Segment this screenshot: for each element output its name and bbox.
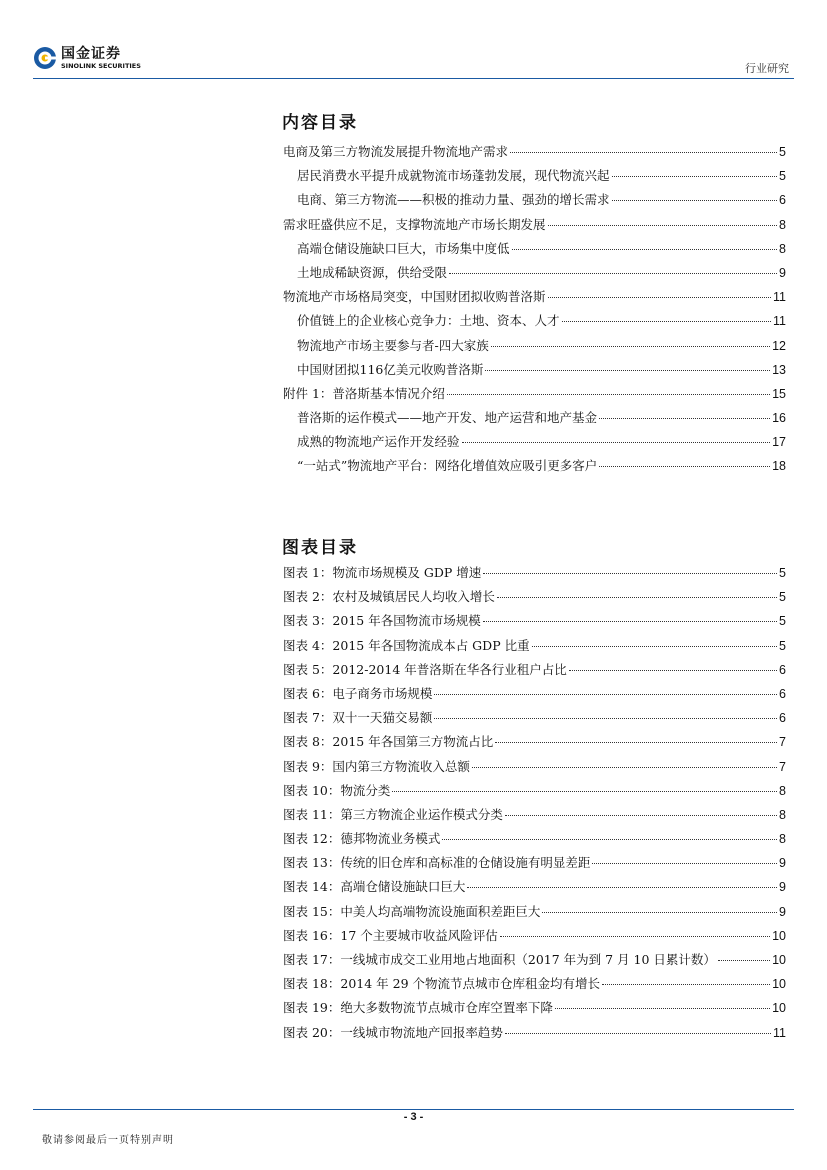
dot-leader <box>505 1033 771 1034</box>
toc-entry-text: 物流地产市场格局突变，中国财团拟收购普洛斯 <box>283 289 546 305</box>
toc-entry-page: 9 <box>779 265 786 280</box>
toc-entry[interactable] <box>283 190 786 214</box>
toc-entry[interactable] <box>283 408 786 432</box>
dot-leader <box>612 176 778 177</box>
figure-entry-text: 图表 16：17 个主要城市收益风险评估 <box>283 927 498 943</box>
dot-leader <box>497 597 777 598</box>
dot-leader <box>483 621 777 622</box>
figure-entry[interactable] <box>283 1023 786 1047</box>
figure-entry-page: 9 <box>779 904 786 919</box>
dot-leader <box>467 887 777 888</box>
toc-entry-page: 8 <box>779 217 786 232</box>
toc-entry-text: 普洛斯的运作模式——地产开发、地产运营和地产基金 <box>297 410 598 426</box>
figure-entry-text: 图表 18：2014 年 29 个物流节点城市仓库租金均有增长 <box>283 976 601 992</box>
logo-chinese-name: 国金证券 <box>61 45 121 62</box>
company-logo <box>33 46 141 70</box>
toc-entry-text: 居民消费水平提升成就物流市场蓬勃发展，现代物流兴起 <box>297 168 610 184</box>
toc-entry-text: 电商及第三方物流发展提升物流地产需求 <box>283 144 509 159</box>
dot-leader <box>491 346 770 347</box>
toc-entry[interactable] <box>283 239 786 263</box>
figure-entry-page: 11 <box>773 1025 786 1040</box>
page-number: - 3 - <box>403 1111 424 1123</box>
figure-entry-page: 7 <box>779 759 786 774</box>
dot-leader <box>500 936 770 937</box>
toc-entry-text: 价值链上的企业核心竞争力：土地、资本、人才 <box>297 313 560 329</box>
figure-entry-page: 5 <box>779 590 786 605</box>
figure-entry-text: 图表 14：高端仓储设施缺口巨大 <box>283 879 466 895</box>
toc-entry[interactable] <box>283 456 786 480</box>
report-category: 行业研究 <box>745 62 789 75</box>
figure-entry-page: 8 <box>779 832 786 847</box>
figure-entry-page: 10 <box>772 1001 786 1016</box>
dot-leader <box>392 791 777 792</box>
figure-entry-page: 7 <box>779 735 786 750</box>
dot-leader <box>442 839 777 840</box>
figure-entry-text: 图表 3：2015 年各国物流市场规模 <box>283 613 481 629</box>
toc-entry[interactable] <box>283 311 786 335</box>
figure-entry-text: 图表 11：第三方物流企业运作模式分类 <box>283 806 503 822</box>
figure-entry-page: 5 <box>779 566 786 580</box>
dot-leader <box>483 573 777 574</box>
figures-list <box>283 563 786 1047</box>
toc-entry-page: 5 <box>779 169 786 184</box>
toc-entry[interactable] <box>283 166 786 190</box>
contents-title: 内容目录 <box>282 113 358 133</box>
dot-leader <box>495 742 777 743</box>
toc-entry-page: 11 <box>773 314 786 329</box>
toc-entry-text: 中国财团拟116亿美元收购普洛斯 <box>297 361 484 377</box>
figure-entry-text: 图表 17：一线城市成交工业用地占地面积（2017 年为到 7 月 10 日累计数） <box>283 952 716 967</box>
figure-entry-page: 10 <box>772 977 786 992</box>
figure-entry-page: 5 <box>779 638 786 653</box>
toc-entry[interactable] <box>283 336 786 360</box>
figure-entry-page: 8 <box>779 807 786 822</box>
dot-leader <box>599 418 770 419</box>
figure-entry-page: 8 <box>779 783 786 798</box>
figure-entry[interactable] <box>283 636 786 660</box>
toc-entry[interactable] <box>283 360 786 384</box>
figure-entry-page: 10 <box>772 953 786 967</box>
toc-entry[interactable] <box>283 142 786 166</box>
dot-leader <box>472 767 777 768</box>
figure-entry[interactable] <box>283 563 786 587</box>
figure-entry[interactable] <box>283 950 786 974</box>
figure-entry[interactable] <box>283 708 786 732</box>
figure-entry-text: 图表 13：传统的旧仓库和高标准的仓储设施有明显差距 <box>283 855 591 871</box>
toc-entry-page: 6 <box>779 193 786 208</box>
figure-entry[interactable] <box>283 998 786 1022</box>
figure-entry-text: 图表 5：2012-2014 年普洛斯在华各行业租户占比 <box>283 661 567 677</box>
dot-leader <box>512 249 778 250</box>
dot-leader <box>718 960 770 961</box>
figure-entry-text: 图表 20：一线城市物流地产回报率趋势 <box>283 1024 503 1040</box>
figure-entry[interactable] <box>283 853 786 877</box>
figure-entry-text: 图表 1：物流市场规模及 GDP 增速 <box>283 565 482 580</box>
disclaimer-note: 敬请参阅最后一页特别声明 <box>42 1135 174 1146</box>
toc-entry-page: 5 <box>779 145 786 159</box>
sinolink-logo-icon <box>33 46 57 70</box>
figure-entry-text: 图表 19：绝大多数物流节点城市仓库空置率下降 <box>283 1000 553 1016</box>
figures-title: 图表目录 <box>282 538 358 558</box>
toc-entry-text: “一站式”物流地产平台：网络化增值效应吸引更多客户 <box>297 458 598 474</box>
toc-entry-page: 8 <box>779 241 786 256</box>
footer-divider <box>33 1109 794 1110</box>
contents-list <box>283 142 786 481</box>
toc-entry-text: 附件 1：普洛斯基本情况介绍 <box>283 385 445 401</box>
figure-entry[interactable] <box>283 926 786 950</box>
figure-entry-text: 图表 10：物流分类 <box>283 782 391 798</box>
dot-leader <box>592 863 777 864</box>
toc-entry[interactable] <box>283 263 786 287</box>
toc-entry-page: 15 <box>772 386 786 401</box>
figure-entry[interactable] <box>283 781 786 805</box>
figure-entry-text: 图表 2：农村及城镇居民人均收入增长 <box>283 589 495 605</box>
dot-leader <box>505 815 777 816</box>
toc-entry-text: 电商、第三方物流——积极的推动力量、强劲的增长需求 <box>297 192 610 208</box>
dot-leader <box>562 321 772 322</box>
dot-leader <box>548 225 778 226</box>
figure-entry-text: 图表 12：德邦物流业务模式 <box>283 831 441 847</box>
figure-entry-page: 6 <box>779 711 786 726</box>
dot-leader <box>569 670 777 671</box>
dot-leader <box>434 718 777 719</box>
figure-entry-text: 图表 15：中美人均高端物流设施面积差距巨大 <box>283 903 541 919</box>
toc-entry[interactable] <box>283 287 786 311</box>
figure-entry[interactable] <box>283 902 786 926</box>
figure-entry[interactable] <box>283 587 786 611</box>
toc-entry[interactable] <box>283 432 786 456</box>
figure-entry[interactable] <box>283 684 786 708</box>
figure-entry-page: 6 <box>779 662 786 677</box>
figure-entry-text: 图表 9：国内第三方物流收入总额 <box>283 758 470 774</box>
toc-entry-text: 高端仓储设施缺口巨大，市场集中度低 <box>297 240 510 256</box>
figure-entry[interactable] <box>283 611 786 635</box>
dot-leader <box>485 370 770 371</box>
dot-leader <box>462 442 771 443</box>
toc-entry-text: 需求旺盛供应不足，支撑物流地产市场长期发展 <box>283 216 546 232</box>
toc-entry-text: 土地成稀缺资源，供给受限 <box>297 264 448 280</box>
dot-leader <box>532 646 777 647</box>
toc-entry-page: 18 <box>772 459 786 474</box>
figure-entry[interactable] <box>283 660 786 684</box>
figure-entry[interactable] <box>283 877 786 901</box>
figure-entry-page: 6 <box>779 686 786 701</box>
figure-entry-page: 5 <box>779 614 786 629</box>
toc-entry-page: 17 <box>772 435 786 450</box>
figure-entry[interactable] <box>283 757 786 781</box>
toc-entry-page: 11 <box>773 290 786 305</box>
dot-leader <box>548 297 772 298</box>
dot-leader <box>555 1008 770 1009</box>
figure-entry-text: 图表 6：电子商务市场规模 <box>283 685 433 701</box>
dot-leader <box>447 394 770 395</box>
toc-entry-page: 12 <box>772 338 786 353</box>
toc-entry-text: 成熟的物流地产运作开发经验 <box>297 434 460 450</box>
figure-entry-page: 10 <box>772 928 786 943</box>
dot-leader <box>602 984 770 985</box>
dot-leader <box>449 273 777 274</box>
dot-leader <box>542 912 777 913</box>
toc-entry-page: 16 <box>772 411 786 426</box>
figure-entry-text: 图表 4：2015 年各国物流成本占 GDP 比重 <box>283 637 530 653</box>
dot-leader <box>434 694 777 695</box>
figure-entry-page: 9 <box>779 880 786 895</box>
header-divider <box>33 78 794 79</box>
figure-entry[interactable] <box>283 732 786 756</box>
figure-entry[interactable] <box>283 805 786 829</box>
logo-english-name: SINOLINK SECURITIES <box>61 61 141 70</box>
toc-entry[interactable] <box>283 384 786 408</box>
toc-entry-page: 13 <box>772 362 786 377</box>
toc-entry-text: 物流地产市场主要参与者-四大家族 <box>297 337 489 353</box>
dot-leader <box>599 466 770 467</box>
dot-leader <box>612 200 778 201</box>
figure-entry-text: 图表 7：双十一天猫交易额 <box>283 710 433 726</box>
figure-entry-page: 9 <box>779 856 786 871</box>
figure-entry-text: 图表 8：2015 年各国第三方物流占比 <box>283 734 494 750</box>
toc-entry[interactable] <box>283 215 786 239</box>
dot-leader <box>510 152 777 153</box>
figure-entry[interactable] <box>283 829 786 853</box>
figure-entry[interactable] <box>283 974 786 998</box>
